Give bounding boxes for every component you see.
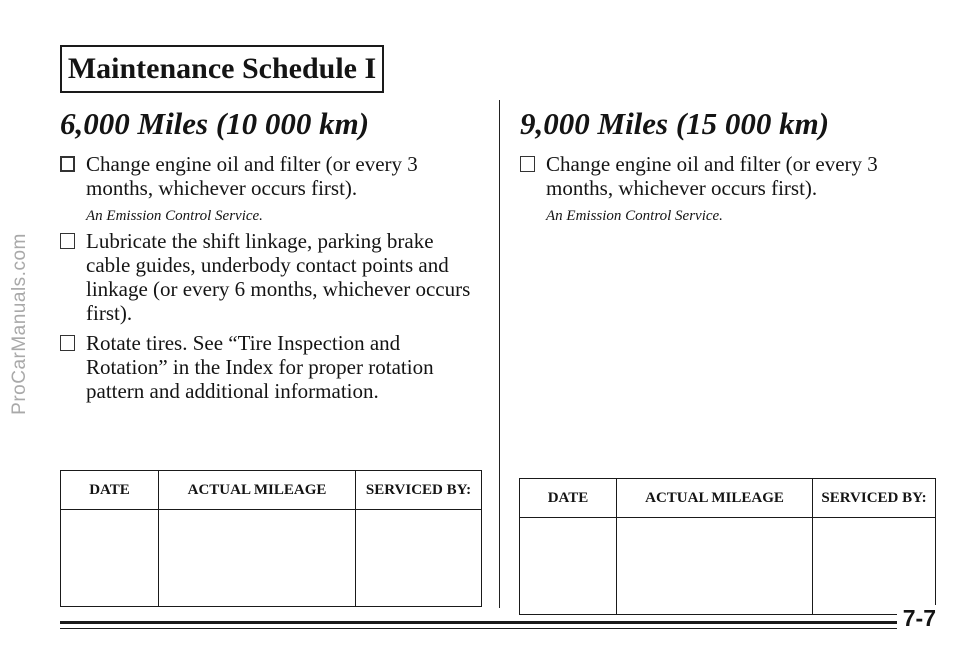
item-note: An Emission Control Service. xyxy=(546,208,723,224)
page-number: 7-7 xyxy=(897,605,936,632)
watermark xyxy=(2,0,38,648)
checkbox[interactable] xyxy=(60,335,75,351)
item-note: An Emission Control Service. xyxy=(86,208,263,224)
serviced-by-cell[interactable] xyxy=(813,518,936,615)
date-header: DATE xyxy=(61,471,159,510)
watermark-text: ProCarManuals.com xyxy=(9,233,31,415)
checkbox[interactable] xyxy=(520,156,535,172)
right-service-log-table xyxy=(519,478,936,615)
right-column-title: 9,000 Miles (15 000 km) xyxy=(520,106,830,141)
date-cell[interactable] xyxy=(520,518,617,615)
item-text: Change engine oil and filter (or every 3 months, whichever occurs first). xyxy=(86,152,418,200)
checkbox[interactable] xyxy=(60,233,75,249)
left-checklist-item-1 xyxy=(60,152,440,226)
actual-mileage-cell[interactable] xyxy=(159,510,356,607)
schedule-title: Maintenance Schedule I xyxy=(60,45,384,93)
checkbox[interactable] xyxy=(60,156,75,172)
left-service-log-table xyxy=(60,470,482,607)
column-divider xyxy=(499,100,500,608)
left-checklist-item-2 xyxy=(60,229,480,325)
item-text: Lubricate the shift linkage, parking brake cable guides, underbody contact points and linkage (or every 6 months, whichever occurs first). xyxy=(86,229,471,325)
date-cell[interactable] xyxy=(61,510,159,607)
footer-rule-thin xyxy=(60,628,918,629)
actual-mileage-header: ACTUAL MILEAGE xyxy=(159,471,356,510)
actual-mileage-header: ACTUAL MILEAGE xyxy=(617,479,813,518)
date-header: DATE xyxy=(520,479,617,518)
actual-mileage-cell[interactable] xyxy=(617,518,813,615)
item-text: Change engine oil and filter (or every 3 months, whichever occurs first). xyxy=(546,152,878,200)
right-checklist-item-1 xyxy=(520,152,900,226)
footer-rule xyxy=(60,621,918,624)
serviced-by-header: SERVICED BY: xyxy=(356,471,482,510)
serviced-by-cell[interactable] xyxy=(356,510,482,607)
item-text: Rotate tires. See “Tire Inspection and Rotation” in the Index for proper rotation pattern and additional information. xyxy=(86,331,434,403)
serviced-by-header: SERVICED BY: xyxy=(813,479,936,518)
left-checklist-item-3 xyxy=(60,331,480,403)
left-column-title: 6,000 Miles (10 000 km) xyxy=(60,106,370,141)
